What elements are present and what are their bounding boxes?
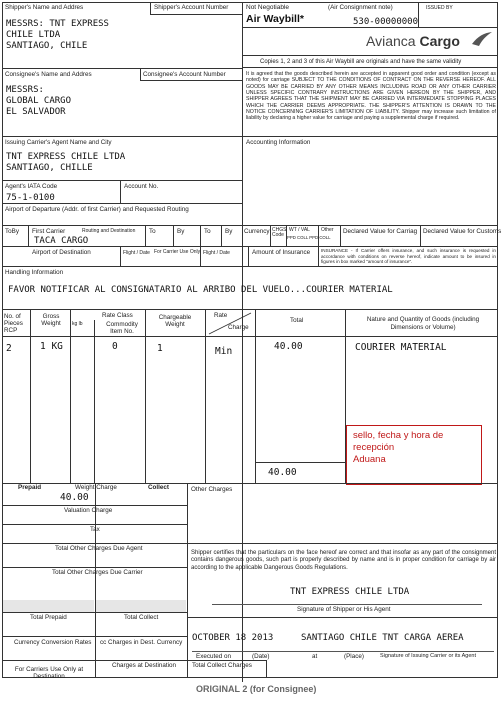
shipper-account-label: Shipper's Account Number (154, 4, 229, 11)
conv-rates-label: Currency Conversion Rates (14, 639, 92, 646)
charge-header: Charge (228, 324, 249, 331)
by-2-label: By (225, 228, 233, 235)
iata-label: Agent's IATA Code (5, 183, 58, 190)
handling-label: Handling Information (5, 269, 64, 276)
original-copy-label: ORIGINAL 2 (for Consignee) (196, 684, 317, 694)
carriers-use-label: For Carriers Use Only at Destination (14, 666, 84, 681)
row-gross: 1 KG (40, 341, 63, 352)
to-1-label: To (149, 228, 156, 235)
currency-label: Currency (244, 228, 270, 235)
cc-charges-label: cc Charges in Dest. Currency (100, 639, 183, 646)
dest-airport-label: Airport of Destination (32, 249, 91, 256)
collect-label: Collect (148, 484, 169, 491)
brand-logo (366, 33, 460, 49)
handling-text: FAVOR NOTIFICAR AL CONSIGNATARIO AL ARRIBO DEL VUELO...COURIER MATERIAL (8, 285, 393, 295)
row-commodity: 0 (112, 341, 118, 352)
awb-number: 530-00000000 (353, 17, 419, 27)
rate-header: Rate (214, 312, 228, 319)
place-value: SANTIAGO CHILE TNT CARGA AEREA (301, 633, 464, 643)
charges-dest-label: Charges at Destination (112, 662, 177, 669)
row-total: 40.00 (274, 341, 303, 352)
account-no-label: Account No. (124, 183, 159, 190)
brand-suffix: Cargo (419, 33, 460, 49)
other-label: Other (321, 227, 334, 233)
prepaid-value: 40.00 (60, 492, 89, 503)
insurance-note: INSURANCE - If Carrier offers insurance, and such insurance is requested in accordance with conditions on reverse hereof, indicate amount to be insured in figures in box marked "amount of insurance". (321, 248, 496, 265)
kg-header: kg lb (72, 321, 83, 327)
total-due-agent-label: Total Other Charges Due Agent (55, 545, 143, 552)
decl-customs-label: Declared Value for Customs (423, 228, 502, 235)
consignee-line-2: GLOBAL CARGO (6, 96, 72, 106)
consignee-line-1: MESSRS: (6, 85, 44, 95)
by-1-label: By (177, 228, 185, 235)
tax-label: Tax (90, 526, 100, 533)
first-carrier-value: TACA CARGO (34, 236, 89, 246)
flight-date-1-label: Flight / Date (123, 250, 150, 256)
executed-on-label: Executed on (196, 653, 232, 660)
date-value: OCTOBER 18 2013 (192, 633, 274, 643)
shipper-label: Shipper's Name and Addres (5, 4, 84, 11)
shipper-sig-label: Signature of Shipper or His Agent (297, 606, 391, 613)
to-2-label: To (204, 228, 211, 235)
wt-val-label: WT / VAL (289, 227, 310, 233)
stamp-line-1: sello, fecha y hora de (353, 430, 444, 441)
conditions-text: It is agreed that the goods described herein are accepted in apparent good order and condition (except as noted) for carriage SUBJECT TO THE CONDITIONS OF CONTRACT ON THE REVERSE HEREOF. ALL GOODS MAY BE CARRIED BY ANY OTHER MEANS INCLUDING ROAD OR ANY OTHER CARRIER UNLESS SPECIFIC CONTRARY INSTRUCTIONS ARE GIVEN HEREON BY THE SHIPPER, AND SHIPPER AGREES THAT THE SHIPMENT MAY BE CARRIED VIA INTERMEDIATE STOPPING PLACES WHICH THE CARRIER DEEMS APPROPRIATE. THE SHIPPER'S ATTENTION IS DRAWN TO THE NOTICE CONCERNING CARRIER'S LIMITATION OF LIABILITY. Shipper may increase such limitation of liability by declaring a higher value for carriage and paying a supplemental charge if required. (246, 71, 496, 122)
ppd-coll-label: PPD COLL PPD COLL (287, 235, 331, 240)
stamp-line-2: recepción (353, 441, 395, 453)
total-prepaid-label: Total Prepaid (30, 614, 67, 621)
consignment-note: (Air Consignment note) (328, 4, 393, 11)
valuation-label: Valuation Charge (64, 507, 113, 514)
shipper-line-3: SANTIAGO, CHILE (6, 41, 88, 51)
prepaid-shade (3, 600, 94, 612)
customs-stamp-box (346, 425, 482, 485)
brand-name: Avianca (366, 33, 416, 49)
to-by-label: ToBy (5, 228, 19, 235)
total-collect-label: Total Collect (124, 614, 159, 621)
agent-line-2: SANTIAGO, CHILLE (6, 163, 93, 173)
shipper-line-2: CHILE LTDA (6, 30, 61, 40)
insurance-amount-label: Amount of Insurance (252, 249, 311, 256)
iata-code: 75-1-0100 (6, 193, 55, 203)
row-pieces: 2 (6, 343, 12, 354)
first-carrier-label: First Carrier (32, 228, 66, 235)
issued-by: ISSUED BY (426, 5, 453, 11)
row-nature: COURIER MATERIAL (355, 342, 447, 353)
commodity-header: Commodity Item No. (106, 321, 138, 335)
agent-line-1: TNT EXPRESS CHILE LTDA (6, 152, 126, 162)
decl-carriage-label: Declared Value for Carriag (343, 228, 418, 235)
place-label: (Place) (344, 653, 364, 660)
stamp-line-3: Aduana (353, 453, 386, 465)
gross-header: Gross Weight (41, 313, 61, 328)
flight-date-2-label: Flight / Date (203, 250, 230, 256)
chgs-code-label: CHGS Code (272, 227, 287, 238)
prepaid-label: Prepaid (18, 484, 42, 491)
issuer-sig-label: Signature of Issuing Carrier or its Agent (380, 653, 476, 659)
collect-shade (96, 600, 186, 612)
total-header: Total (290, 317, 304, 324)
consignee-line-3: EL SALVADOR (6, 107, 66, 117)
chargeable-header: Chargeable Weight (158, 314, 192, 328)
copies-note: Copies 1, 2 and 3 of this Air Waybill are originals and have the same validity (260, 59, 462, 65)
other-charges-label: Other Charges (191, 486, 233, 493)
carrier-use-label: For Carrier Use Only (154, 249, 201, 255)
agent-label: Issuing Carrier's Agent Name and City (5, 139, 112, 146)
bird-icon (470, 30, 494, 48)
total-bottom: 40.00 (268, 467, 297, 478)
certification-text: Shipper certifies that the particulars on the face hereof are correct and that insofar as any part of the consignment contains dangerous goods, such part is properly described by name and is in proper condition for carriage by air according to the applicable Dangerous Goods Regulations. (191, 550, 496, 571)
at-label: at (312, 653, 318, 660)
awb-title: Air Waybill* (246, 13, 304, 25)
total-collect-charges-label: Total Collect Charges (192, 662, 252, 669)
consignee-label: Consignee's Name and Addres (5, 71, 92, 78)
routing-dest-label: Routing and Destination (82, 228, 136, 234)
accounting-label: Accounting Information (246, 139, 311, 146)
consignee-account-label: Consignee's Account Number (143, 71, 226, 78)
pieces-header: No. of Pieces RCP (4, 313, 23, 335)
weight-charge-label: Weight Charge (75, 484, 117, 491)
rate-divider-icon (205, 310, 255, 336)
nature-header: Nature and Quantity of Goods (including Dimensions or Volume) (366, 316, 480, 331)
date-label: (Date) (252, 653, 270, 660)
shipper-sig-name: TNT EXPRESS CHILE LTDA (290, 587, 410, 597)
rate-class-header: Rate Class (102, 312, 133, 319)
row-chargeable: 1 (157, 343, 163, 354)
not-negotiable: Not Negotiable (246, 4, 289, 11)
row-rate: Min (215, 346, 233, 357)
total-due-carrier-label: Total Other Charges Due Carrier (52, 569, 143, 576)
departure-label: Airport of Departure (Addr. of first Carrier) and Requested Routing (5, 206, 189, 213)
shipper-line-1: MESSRS: TNT EXPRESS (6, 19, 109, 29)
